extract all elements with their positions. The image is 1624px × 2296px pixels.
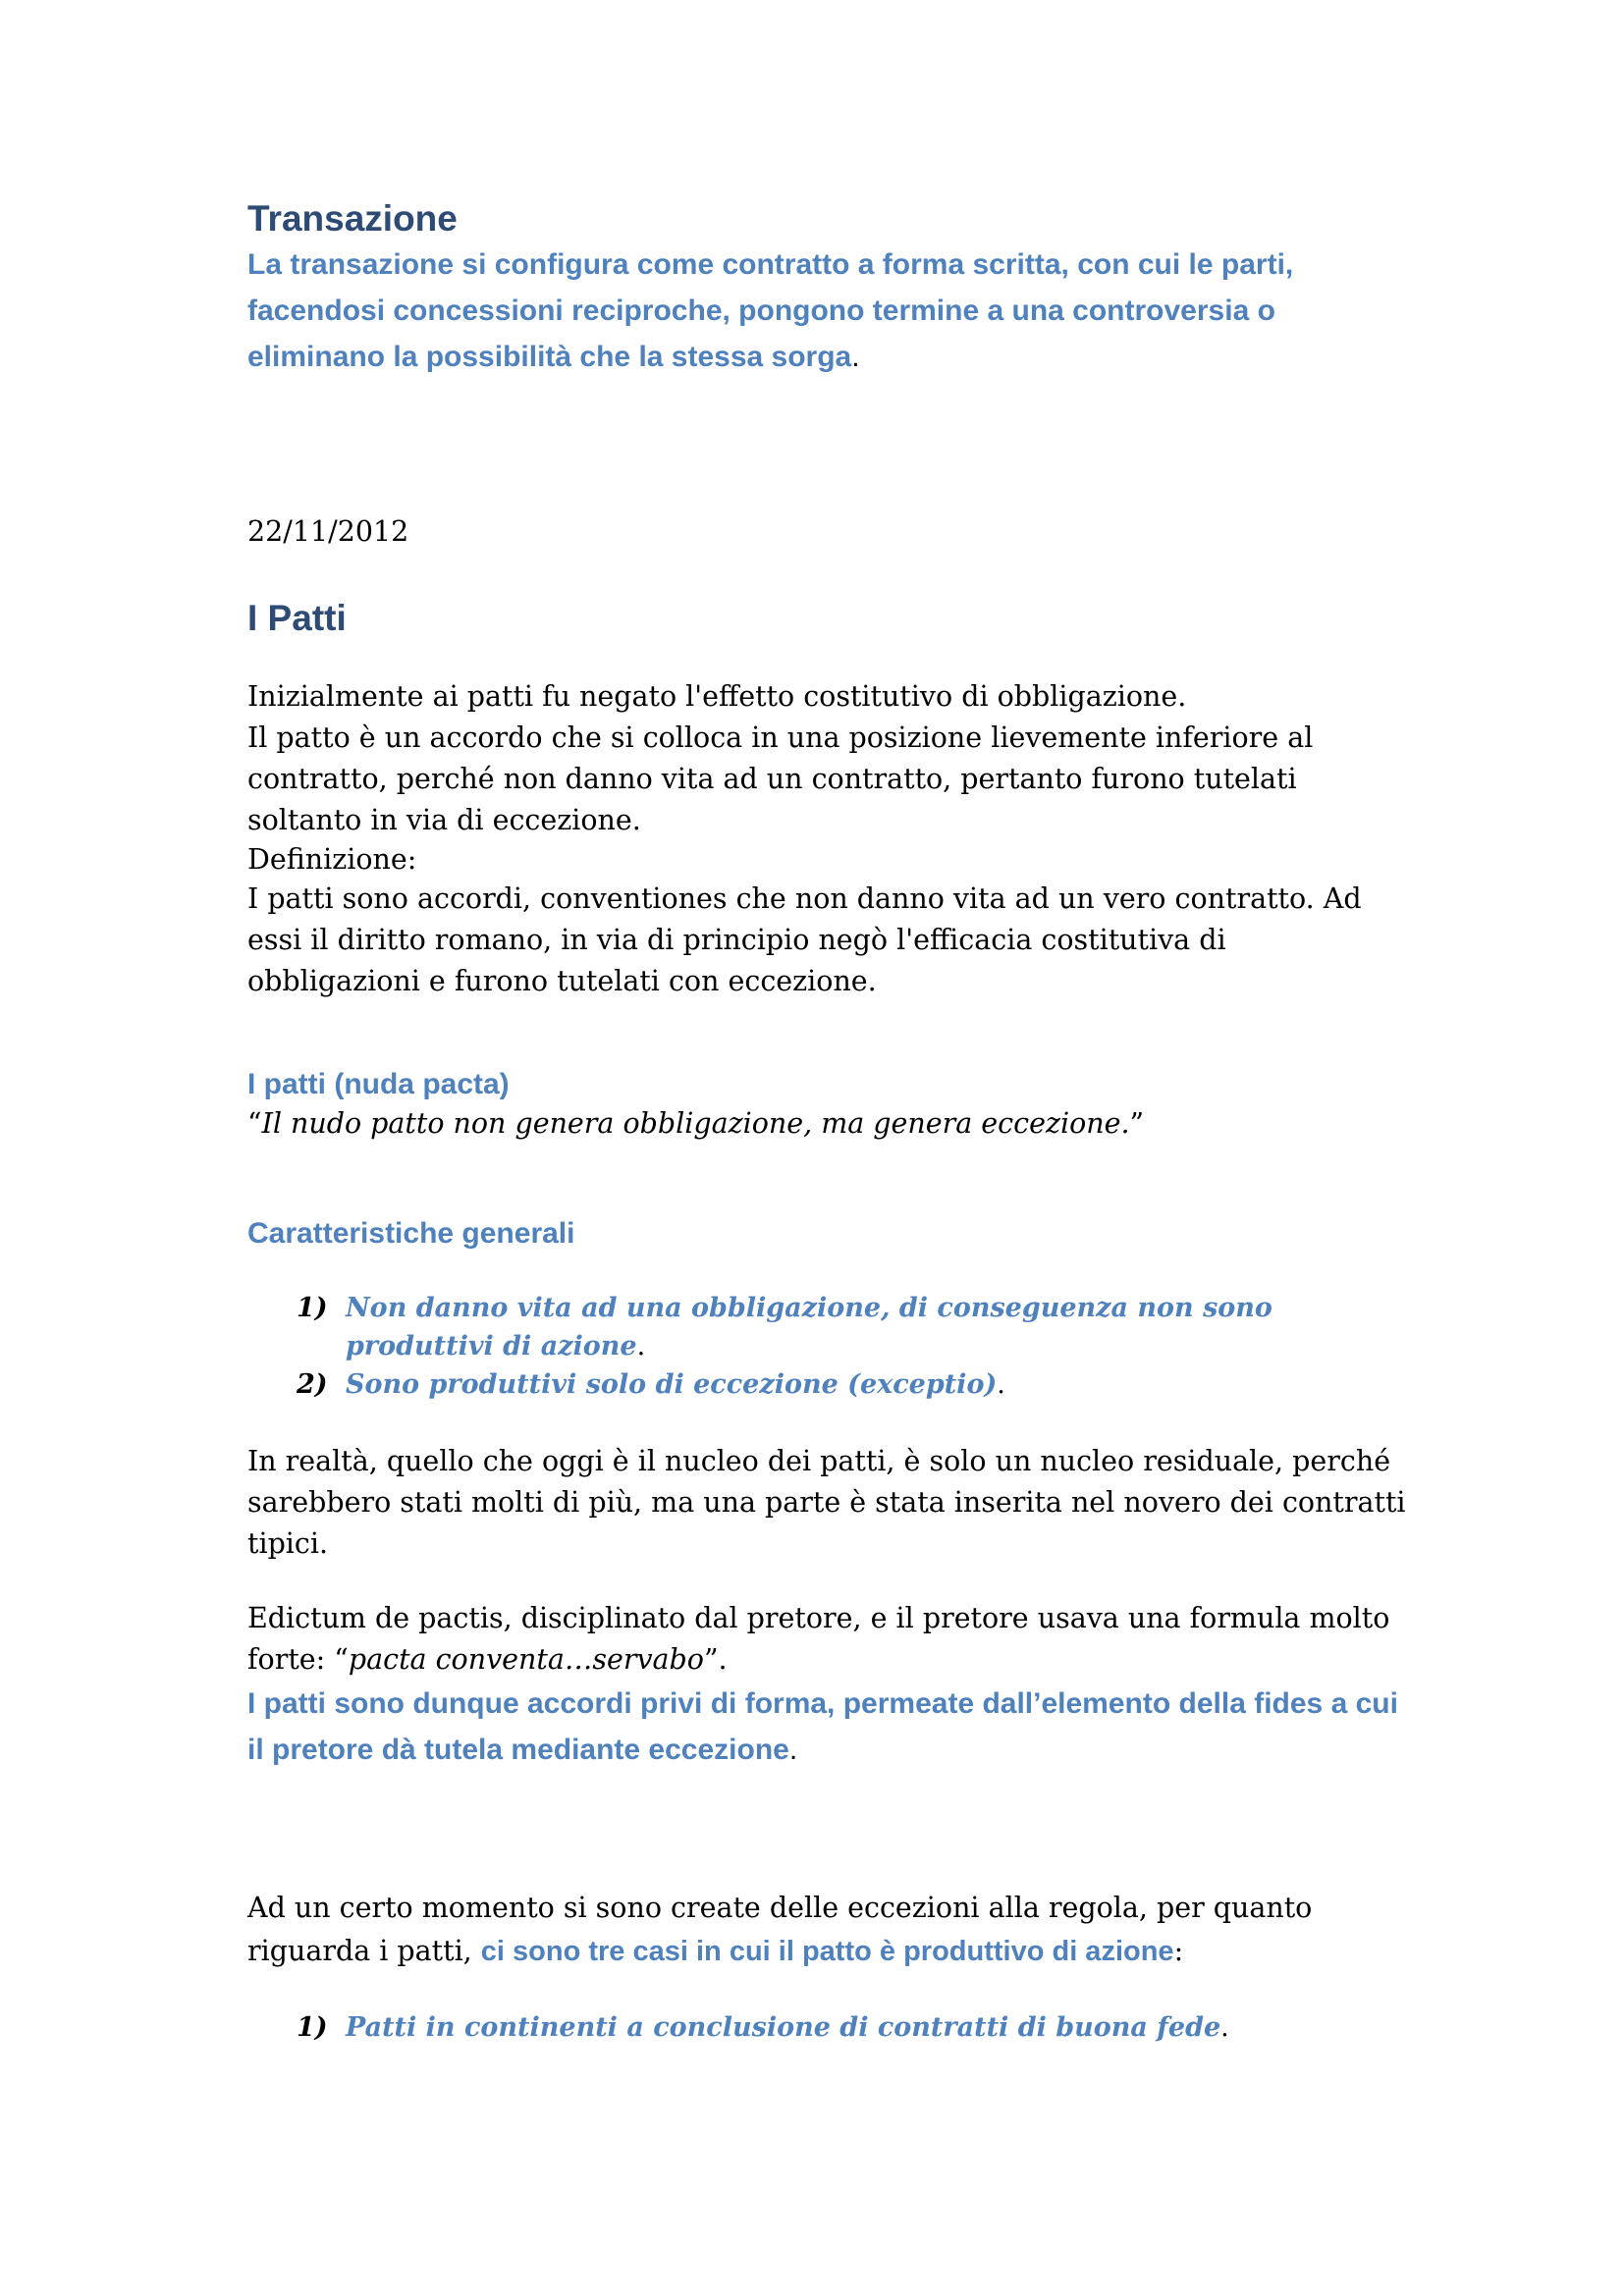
eccezioni-paragraph bbox=[247, 1887, 1406, 1973]
list-item-end: . bbox=[636, 1331, 646, 1362]
edictum-conclusion-text: I patti sono dunque accordi privi di forma, permeate dall’elemento della fides a cui il pretore dà tutela mediante eccezione bbox=[247, 1687, 1398, 1766]
list-item-text: Non danno vita ad una obbligazione, di conseguenza non sono produttivi di azione bbox=[346, 1293, 1272, 1362]
list-item bbox=[297, 1365, 1406, 1404]
caratteristiche-list bbox=[247, 1289, 1406, 1404]
eccezioni-list bbox=[247, 2008, 1406, 2047]
nuda-pacta-quote bbox=[247, 1104, 1406, 1144]
transazione-definition-text: La transazione si configura come contratto a forma scritta, con cui le parti, facendosi concessioni reciproche, pongono termine a una controversia o eliminano la possibilità che la stessa sorga bbox=[247, 248, 1294, 373]
transazione-definition bbox=[247, 241, 1406, 380]
document-page bbox=[247, 196, 1406, 2047]
edictum-text-after: ”. bbox=[703, 1643, 728, 1676]
list-item-number: 1) bbox=[297, 2012, 328, 2043]
list-item-text: Sono produttivi solo di eccezione (exceptio) bbox=[346, 1369, 998, 1400]
list-item-end: . bbox=[997, 1369, 1005, 1400]
list-item-text: Patti in continenti a conclusione di contratti di buona fede bbox=[346, 2012, 1221, 2043]
patti-definition-text: I patti sono accordi, conventiones che non danno vita ad un vero contratto. Ad essi il diritto romano, in via di principio negò l'efficacia costitutiva di obbligazioni e furono tutelati con eccezione. bbox=[247, 882, 1362, 997]
patti-definition-label: Definizione: bbox=[247, 843, 417, 876]
edictum-conclusion-end: . bbox=[788, 1734, 798, 1766]
date-line: 22/11/2012 bbox=[247, 515, 409, 548]
eccezioni-highlight: ci sono tre casi in cui il patto è produttivo di azione bbox=[480, 1936, 1174, 1967]
heading-patti: I Patti bbox=[247, 598, 347, 638]
heading-caratteristiche: Caratteristiche generali bbox=[247, 1217, 575, 1250]
quote-close: ” bbox=[1129, 1107, 1145, 1140]
edictum-formula: pacta conventa…servabo bbox=[348, 1643, 704, 1676]
list-item-number: 1) bbox=[297, 1293, 328, 1323]
patti-intro bbox=[247, 676, 1406, 1002]
edictum-text-before: Edictum de pactis, disciplinato dal pretore, e il pretore usava una formula molto forte: “ bbox=[247, 1602, 1390, 1676]
list-item-end: . bbox=[1220, 2012, 1229, 2043]
realta-paragraph: In realtà, quello che oggi è il nucleo dei patti, è solo un nucleo residuale, perché sarebbero stati molti di più, ma una parte è stata inserita nel novero dei contratti tipici. bbox=[247, 1445, 1406, 1560]
eccezioni-text-before: Ad un certo momento si sono create delle eccezioni alla regola, per quanto riguarda i patti, bbox=[247, 1892, 1313, 1967]
eccezioni-text-after: : bbox=[1173, 1935, 1184, 1967]
patti-intro-1: Inizialmente ai patti fu negato l'effetto costitutivo di obbligazione. bbox=[247, 680, 1187, 713]
quote-open: “ bbox=[247, 1107, 262, 1140]
edictum-conclusion bbox=[247, 1681, 1406, 1773]
transazione-definition-end: . bbox=[851, 341, 860, 373]
quote-text: Il nudo patto non genera obbligazione, ma genera eccezione. bbox=[261, 1107, 1130, 1140]
heading-transazione: Transazione bbox=[247, 198, 458, 239]
list-item-number: 2) bbox=[297, 1369, 328, 1400]
edictum-paragraph bbox=[247, 1598, 1406, 1681]
list-item bbox=[297, 1289, 1406, 1365]
list-item bbox=[297, 2008, 1406, 2047]
heading-nuda-pacta: I patti (nuda pacta) bbox=[247, 1068, 510, 1100]
patti-intro-2: Il patto è un accordo che si colloca in una posizione lievemente inferiore al contratto, perché non danno vita ad un contratto, pertanto furono tutelati soltanto in via di eccezione. bbox=[247, 721, 1314, 836]
